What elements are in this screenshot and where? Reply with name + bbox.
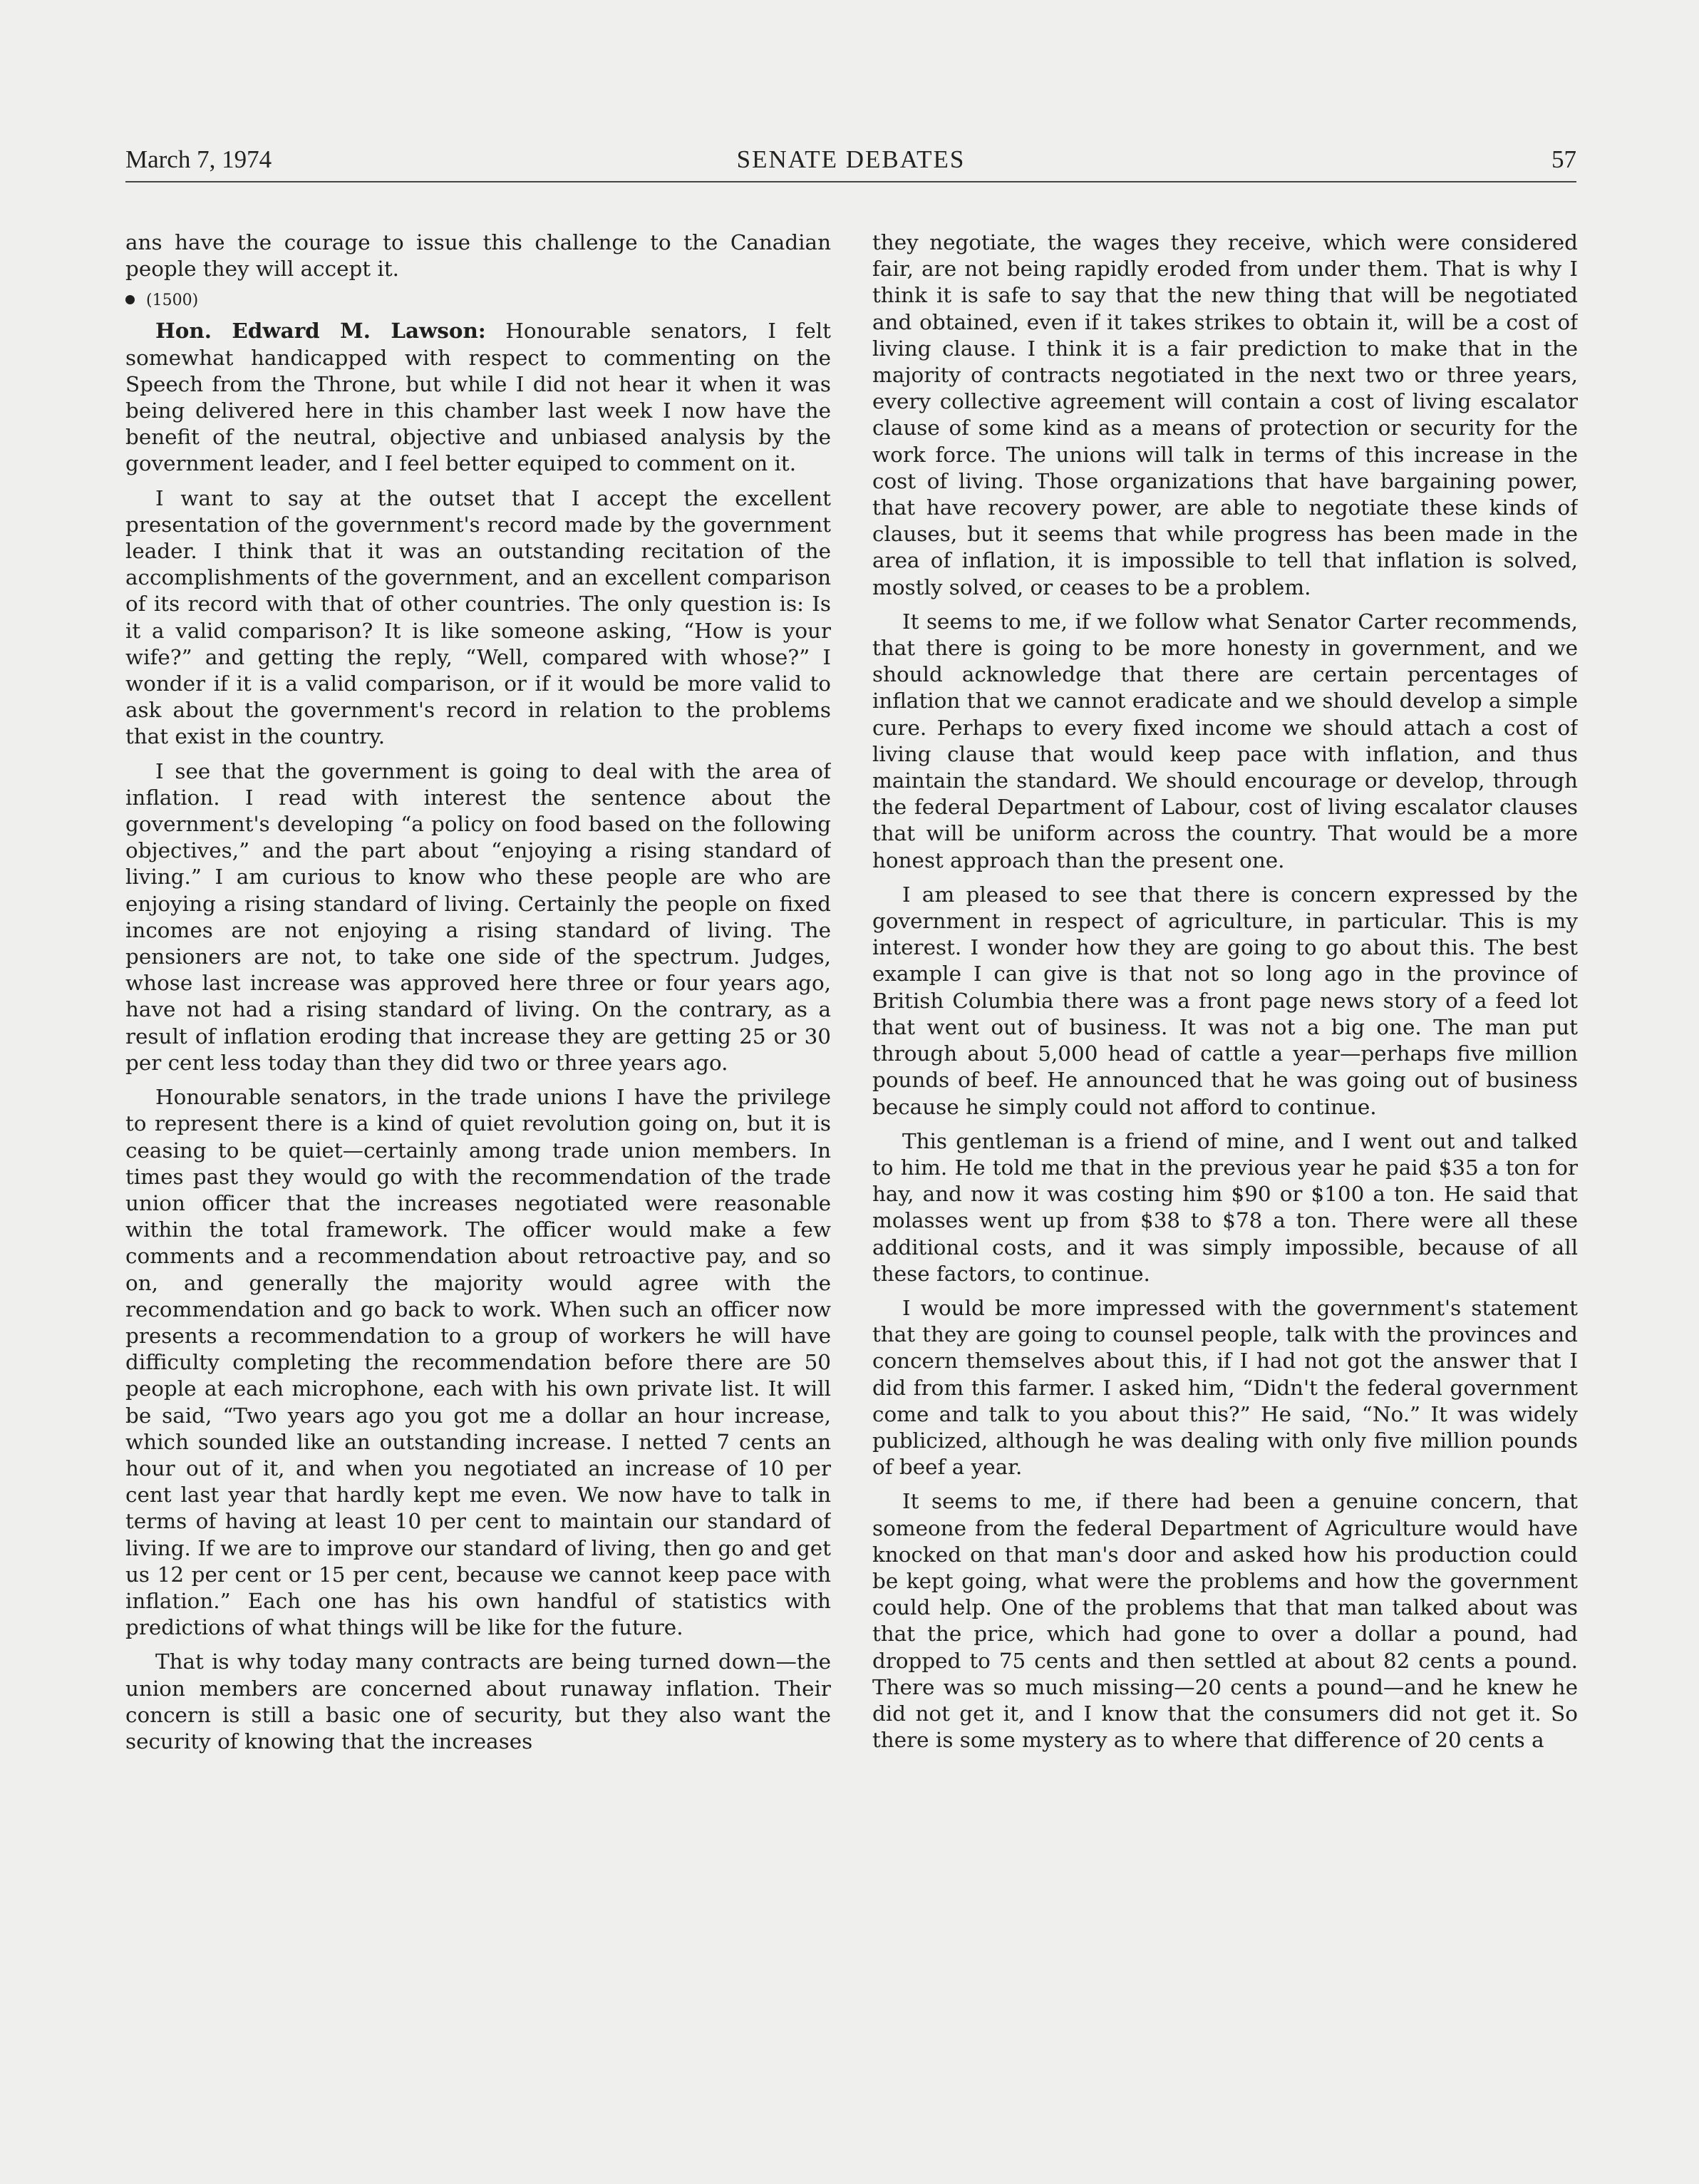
paragraph: It seems to me, if there had been a genuine concern, that someone from the federal Department of Agriculture would have knocked on that man's door and asked how his production could be kept going, what were the problems and how the government could help. One of the problems that that man talked about was that the price, which had gone to over a dollar a pound, had dropped to 75 cents and then settled at about 82 cents a pound. There was so much missing—20 cents a pound—and he knew he did not get it, and I know that the consumers did not get it. So there is some mystery as to where that difference of 20 cents a [872, 1489, 1578, 1753]
paragraph: I want to say at the outset that I accept the excellent presentation of the government's record made by the government leader. I think that it was an outstanding recitation of the accomplishments of the government, and an excellent comparison of its record with that of other countries. The only question is: Is it a valid comparison? It is like someone asking, “How is your wife?” and getting the reply, “Well, compared with whose?” I wonder if it is a valid comparison, or if it would be more valid to ask about the government's record in relation to the problems that exist in the country. [125, 485, 831, 749]
paragraph: I would be more impressed with the government's statement that they are going to counsel people, talk with the provinces and concern themselves about this, if I had not got the answer that I did from this farmer. I asked him, “Didn't the federal government come and talk to you about this?” He said, “No.” It was widely publicized, although he was dealing with only five million pounds of beef a year. [872, 1295, 1578, 1480]
speaker-name: Hon. Edward M. Lawson: [155, 318, 486, 344]
bullet-icon [125, 295, 135, 304]
time-marker [125, 290, 831, 311]
time-marker-label: (1500) [146, 292, 199, 310]
paragraph: they negotiate, the wages they receive, which were considered fair, are not being rapidly eroded from under them. That is why I think it is safe to say that the new thing that will be negotiated and obtained, even if it takes strikes to obtain it, will be a cost of living clause. I think it is a fair prediction to make that in the majority of contracts negotiated in the next two or three years, every collective agreement will contain a cost of living escalator clause of some kind as a means of protection or security for the work force. The unions will talk in terms of this increase in the cost of living. Those organizations that have bargaining power, that have recovery power, are able to negotiate these kinds of clauses, but it seems that while progress has been made in the area of inflation, it is impossible to tell that inflation is solved, mostly solved, or ceases to be a problem. [872, 230, 1578, 599]
page-number: 57 [1551, 145, 1576, 173]
paragraph: Honourable senators, in the trade unions I have the privilege to represent there is a kind of quiet revolution going on, but it is ceasing to be quiet—certainly among trade union members. In times past they would go with the recommendation of the trade union officer that the increases negotiated were reasonable within the total framework. The officer would make a few comments and a recommendation about retroactive pay, and so on, and generally the majority would agree with the recommendation and go back to work. When such an officer now presents a recommendation to a group of workers he will have difficulty completing the recommendation before there are 50 people at each microphone, each with his own private list. It will be said, “Two years ago you got me a dollar an hour increase, which sounded like an outstanding increase. I netted 7 cents an hour out of it, and when you negotiated an increase of 10 per cent last year that hardly kept me even. We now have to talk in terms of having at least 10 per cent to maintain our standard of living. If we are to improve our standard of living, then go and get us 12 per cent or 15 per cent, because we cannot keep pace with inflation.” Each one has his own handful of statistics with predictions of what things will be like for the future. [125, 1085, 831, 1640]
speaker-text: Honourable senators, I felt somewhat handicapped with respect to commenting on the Speech from the Throne, but while I did not hear it when it was being delivered here in this chamber last week I now have the benefit of the neutral, objective and unbiased analysis by the government leader, and I feel better equiped to comment on it. [125, 319, 831, 476]
paragraph: I am pleased to see that there is concern expressed by the government in respect of agriculture, in particular. This is my interest. I wonder how they are going to go about this. The best example I can give is that not so long ago in the province of British Columbia there was a front page news story of a feed lot that went out of business. It was not a big one. The man put through about 5,000 head of cattle a year—perhaps five million pounds of beef. He announced that he was going out of business because he simply could not afford to continue. [872, 882, 1578, 1119]
paragraph: This gentleman is a friend of mine, and I went out and talked to him. He told me that in the previous year he paid $35 a ton for hay, and now it was costing him $90 or $100 a ton. He said that molasses went up from $38 to $78 a ton. There were all these additional costs, and it was simply impossible, because of all these factors, to continue. [872, 1128, 1578, 1286]
paragraph: ans have the courage to issue this challenge to the Canadian people they will accept it. [125, 230, 831, 282]
left-column [125, 230, 831, 1912]
paragraph: That is why today many contracts are being turned down—the union members are concerned about runaway inflation. Their concern is still a basic one of security, but they also want the security of knowing that the increases [125, 1649, 831, 1753]
header-title: SENATE DEBATES [736, 145, 966, 173]
right-column [872, 230, 1578, 1912]
paragraph: I see that the government is going to deal with the area of inflation. I read with interest the sentence about the government's developing “a policy on food based on the following objectives,” and the part about “enjoying a rising standard of living.” I am curious to know who these people are who are enjoying a rising standard of living. Certainly the people on fixed incomes are not enjoying a rising standard of living. The pensioners are not, to take one side of the spectrum. Judges, whose last increase was approved here three or four years ago, have not had a rising standard of living. On the contrary, as a result of inflation eroding that increase they are getting 25 or 30 per cent less today than they did two or three years ago. [125, 758, 831, 1075]
paragraph: It seems to me, if we follow what Senator Carter recommends, that there is going to be more honesty in government, and we should acknowledge that there are certain percentages of inflation that we cannot eradicate and we should develop a simple cure. Perhaps to every fixed income we should attach a cost of living clause that would keep pace with inflation, and thus maintain the standard. We should encourage or develop, through the federal Department of Labour, cost of living escalator clauses that will be uniform across the country. That would be a more honest approach than the present one. [872, 609, 1578, 872]
page-header [125, 144, 1576, 182]
header-date: March 7, 1974 [125, 145, 272, 173]
speaker-paragraph [125, 317, 831, 477]
